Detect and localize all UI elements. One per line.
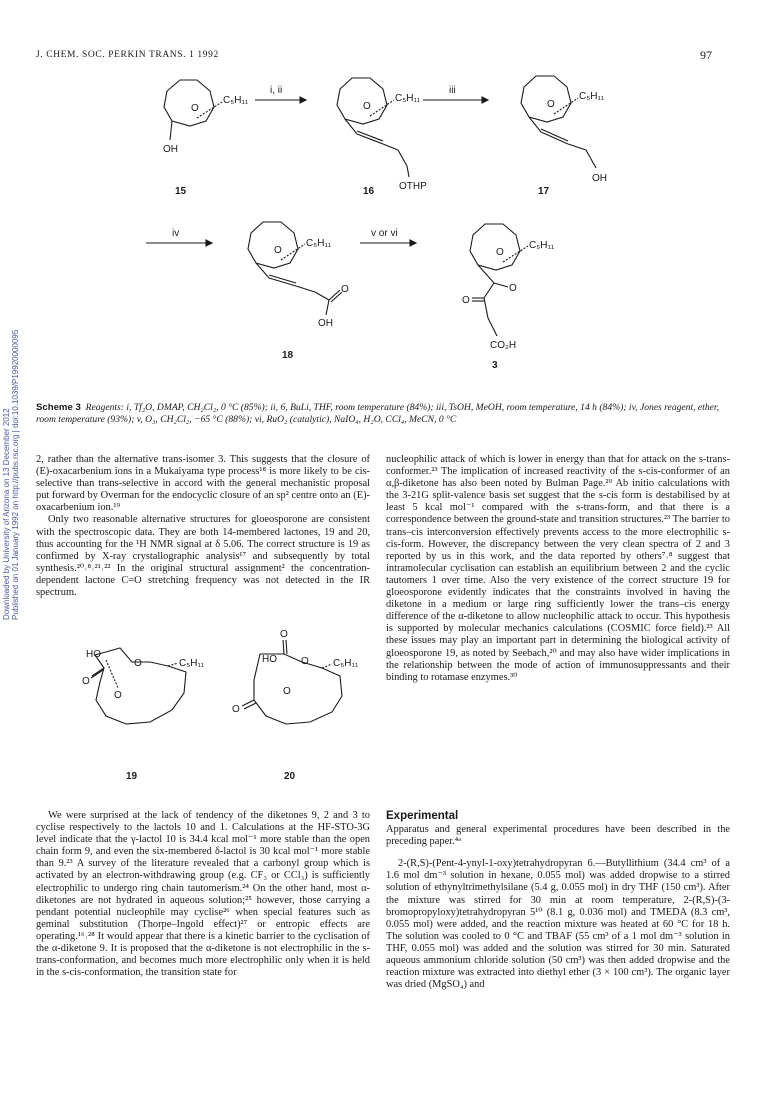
download-notice-line2: Published on 01 January 1992 on http://pubs.rsc.org | doi:10.1039/P19920000095 — [11, 329, 21, 620]
oh-label: OH — [592, 173, 607, 184]
download-notice-line1: Downloaded by University of Arizona on 13 December 2012 — [2, 408, 11, 620]
arrow-label-2: iii — [449, 85, 456, 96]
c5h11-label: C₅H₁₁ — [333, 658, 359, 669]
paragraph: nucleophilic attack of which is lower in energy than that for attack on the s-trans-conformer.²³ The implication of increased reactivity of the s-cis-conformer of an α,β-diketone has also been noted by Bulman Page.²⁹ Ab initio calculations with the 3-21G split-valence basis set suggest that the s-cis form is destabilised by at least 5 kcal mol⁻¹ compared with the s-trans-form, and that there is a correspondence between the ground-state and transition structures.²³ The barrier to trans–cis interconversion effectively prevents access to the more electrophilic s-cis-form. However, the discrepancy between the very clean spectra of 2 and 3 reported by us in this work, and the data reported by others⁷˒⁸ suggest that intramolecular cyclisation can establish an equilibrium between 2 and the cyclic tautomers 1 over time. Also the very existence of the correct structure 19 for gloeosporone evidently indicates that the constraints involved in having the diketone in a medium or large ring sufficiently lower the trans–cis energy difference of the α-diketone to allow nucleophilic attack to occur. This hypothesis is supported by molecular mechanics calculations (COSMIC force field).²³ All these issues may play an important part in determining the biological activity of gloeosporone 19, as noted by Seebach,²⁰ and may also have wider implications in the relationship between the mode of action of immunosuppressants and their binding to rotamase enzymes.³⁰ — [386, 454, 730, 683]
compound-label-3: 3 — [492, 360, 498, 371]
othp-label: OTHP — [399, 181, 427, 192]
c5h11-label: C₅H₁₁ — [395, 93, 421, 104]
o-label: O — [114, 690, 122, 701]
o-label: O — [280, 629, 288, 640]
o-label: O — [82, 676, 90, 687]
arrow-label-1: i, ii — [270, 85, 283, 96]
arrow-label-4: v or vi — [371, 228, 398, 239]
o-label: O — [509, 283, 517, 294]
left-column-top — [36, 454, 370, 599]
c5h11-label: C₅H₁₁ — [579, 91, 605, 102]
structure-18 — [248, 222, 342, 315]
o-label: O — [232, 704, 240, 715]
o-label: O — [363, 101, 371, 112]
oh-label: OH — [318, 318, 333, 329]
paragraph: Apparatus and general experimental procedures have been described in the preceding paper.⁴ᵃ — [386, 824, 730, 848]
paragraph: 2, rather than the alternative trans-isomer 3. This suggests that the closure of (E)-oxacarbenium ions in a Mukaiyama type process¹⁸ is more likely to be cis-selective than trans-selective in accord with the general mechanistic proposal put forward by Overman for the endocyclic closure of an sp² centre onto an (E)-oxacarbenium ion.¹⁹ — [36, 454, 370, 514]
o-label: O — [274, 245, 282, 256]
ho-label: HO — [86, 649, 101, 660]
caption-text: Reagents: i, Tf₂O, DMAP, CH₂Cl₂, 0 °C (85%); ii, 6, BuLi, THF, room temperature (84%); iii, TsOH, MeOH, room temperature, 14 h (84%); iv, Jones reagent, ether, room temperature (93%); v, O₃, CH₂Cl₂, −65 °C (88%); vi, RuO₂ (catalytic), NaIO₄, H₂O, CCl₄, MeCN, 0 °C — [36, 402, 719, 425]
compound-label-16: 16 — [363, 186, 375, 197]
right-column-bottom — [386, 810, 730, 991]
co2h-label: CO₂H — [490, 340, 517, 351]
paragraph: Only two reasonable alternative structures for gloeosporone are consistent with the spectroscopic data. They are both 14-membered lactones, 19 and 20, thus accounting for the ¹H NMR signal at δ 5.06. The correct structure is 19 as confirmed by X-ray crystallographic analysis¹⁷ and subsequently by total synthesis.²⁰˒⁸˒²¹˒²² In the original structural assignment² the concentration-dependent lactone C=O stretching frequency was not detected in the IR spectrum. — [36, 514, 370, 599]
c5h11-label: C₅H₁₁ — [223, 95, 249, 106]
o-label: O — [134, 658, 142, 669]
ho-label: HO — [262, 654, 277, 665]
scheme-caption — [36, 402, 736, 426]
page-number: 97 — [700, 48, 712, 62]
caption-label: Scheme 3 — [36, 402, 81, 413]
o-label: O — [283, 686, 291, 697]
paragraph: We were surprised at the lack of tendency of the diketones 9, 2 and 3 to cyclise respectively to the lactols 10 and 1. Calculations at the HF-STO-3G level indicate that the γ-lactol 10 is 34.4 kcal mol⁻¹ more stable than the open chain form 9, and even the six-membered δ-lactol is 30 kcal mol⁻¹ more stable than 9.²³ A survey of the literature revealed that a carbonyl group which is activated by an electron-withdrawing group (e.g. CF₃ or CCl₃) is sufficiently electrophilic to undergo ring chain tautomerism.²⁴ On the other hand, most α-diketones are not hydrated in aqueous solution;²⁵ however, those carrying a pendant potential nucleophile may cyclise²⁶ when special features such as geminal substitution (Thorpe–Ingold effect)²⁷ or entropic effects are operating.¹⁶˒²⁸ It would appear that there is a kinetic barrier to the cyclisation of the α-diketone 9. It is proposed that the α-diketone is not electrophilic in the s-trans-conformation, and becomes much more electrophilic only when it is held in the s-cis-conformation, the transition state for — [36, 810, 370, 979]
right-column-top — [386, 454, 730, 684]
compound-label-18: 18 — [282, 350, 294, 361]
compound-label-17: 17 — [538, 186, 550, 197]
c5h11-label: C₅H₁₁ — [179, 658, 205, 669]
o-label: O — [496, 247, 504, 258]
o-label: O — [191, 103, 199, 114]
c5h11-label: C₅H₁₁ — [529, 240, 555, 251]
paragraph: 2-(R,S)-(Pent-4-ynyl-1-oxy)tetrahydropyran 6.—Butyllithium (34.4 cm³ of a 1.6 mol dm⁻³ solution in hexane, 0.055 mol) was added dropwise to a stirred solution of ethynyltrimethylsilane (5.4 g, 0.055 mol) in dry THF (150 cm³). After the mixture was stirred for 30 min at room temperature, 2-(R,S)-(3-bromopropyloxy)tetrahydropyran 5¹⁰ (8.1 g, 0.036 mol) and TMEDA (8.3 cm³, 0.055 mol) were added, and the reaction mixture was heated at 60 °C for 18 h. The solution was cooled to 0 °C and TBAF (55 cm³ of a 1 mol dm⁻³ solution in THF, 0.055 mol) was added and the solution was stirred for 30 min. Saturated aqueous ammonium chloride solution (50 cm³) was then added dropwise and the reaction mixture was extracted into diethyl ether (3 × 100 cm³). The organic layer was dried (MgSO₄) and — [386, 858, 730, 991]
o-label: O — [301, 656, 309, 667]
compound-label-19: 19 — [126, 771, 138, 782]
left-column-bottom — [36, 810, 370, 979]
o-label: O — [547, 99, 555, 110]
structure-17 — [521, 76, 596, 168]
o-label: O — [341, 284, 349, 295]
structure-20 — [242, 640, 342, 724]
structure-3 — [470, 224, 528, 336]
arrow-label-3: iv — [172, 228, 180, 239]
oh-label: OH — [163, 144, 178, 155]
c5h11-label: C₅H₁₁ — [306, 238, 332, 249]
compound-label-15: 15 — [175, 186, 187, 197]
running-head: J. CHEM. SOC. PERKIN TRANS. 1 1992 — [36, 50, 219, 60]
compound-label-20: 20 — [284, 771, 296, 782]
section-heading: Experimental — [386, 810, 459, 822]
o-label: O — [462, 295, 470, 306]
